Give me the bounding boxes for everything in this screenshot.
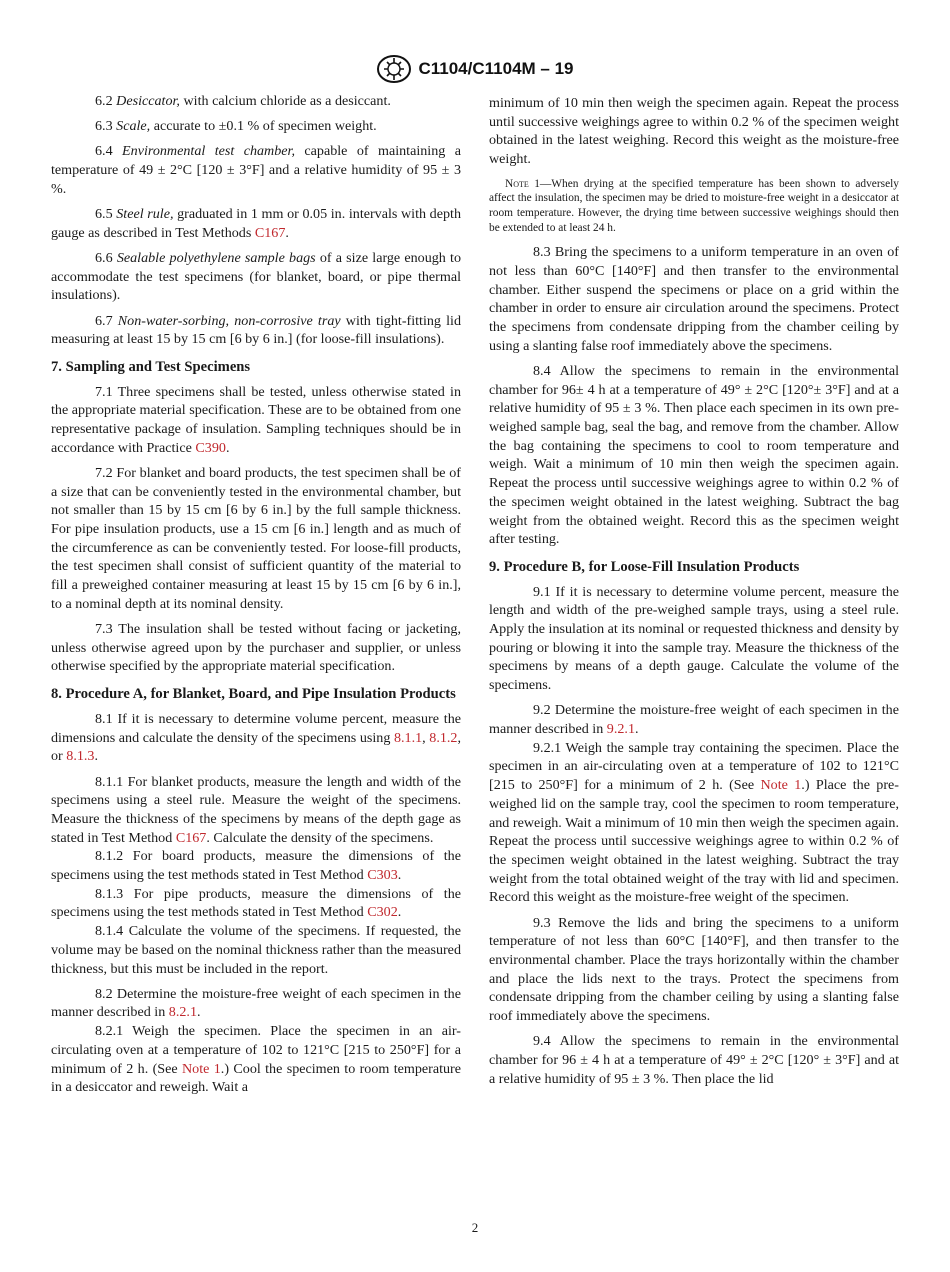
reference-link-note-1[interactable]: Note 1 — [760, 777, 802, 794]
reference-link-note-1[interactable]: Note 1 — [181, 1060, 221, 1077]
reference-link-c390[interactable]: C390 — [195, 439, 226, 456]
paragraph-8-1-4: 8.1.4 Calculate the volume of the specimens. If requested, the volume may be based on the nominal thickness rather than the measured thickness, but this must be included in the report. — [51, 923, 461, 977]
section-heading-9: 9. Procedure B, for Loose-Fill Insulation Products — [489, 558, 800, 575]
section-heading-7: 7. Sampling and Test Specimens — [51, 358, 251, 375]
paragraph-6-3: 6.3 Scale, accurate to ±0.1 % of specimen weight. — [95, 118, 377, 135]
paragraph-6-6: 6.6 Sealable polyethylene sample bags of a size large enough to accommodate the test specimens (for blanket, board, or pipe thermal insulations). — [51, 249, 461, 304]
paragraph-9-2-1: 9.2.1 Weigh the sample tray containing the specimen. Place the specimen in an air-circulating oven at a temperature of 102 to 121°C [215 to 250°F] for a minimum of 2 h. (See Note 1.) Place the pre-weighed lid on the sample tray, cool the specimen to room temperature, and reweigh. Wait a minimum of 10 min then weigh the specimen again. Repeat the process until successive weighings agree to within 0.2 % of the specimen weight obtained in the latest weighing. Subtract the tray weight from the total obtained weight of the tray with lid and specimen. Record this weight as the moisture-free weight of the specimen. — [489, 739, 899, 906]
paragraph-9-4: 9.4 Allow the specimens to remain in the environmental chamber for 96 ± 4 h at a temperature of 49° ± 2°C [120° ± 3°F] and at a relative humidity of 95 ± 3 %. Then place the lid — [489, 1033, 899, 1087]
reference-link-8-2-1[interactable]: 8.2.1 — [168, 1004, 197, 1021]
paragraph-9-3: 9.3 Remove the lids and bring the specimens to a uniform temperature of not less than 60°C [140°F], and then transfer to the environmental chamber. Place the trays horizontally within the chamber and place the lids next to the trays. Protect the specimens from condensate dripping from the chamber ceiling by using a slanting false roof immediately above the specimens. — [489, 914, 899, 1025]
section-heading-8: 8. Procedure A, for Blanket, Board, and Pipe Insulation Products — [51, 686, 456, 703]
reference-link-8-1-3[interactable]: 8.1.3 — [66, 748, 95, 765]
reference-link-c303[interactable]: C303 — [367, 867, 398, 884]
paragraph-8-2-1-continued: minimum of 10 min then weigh the specimen again. Repeat the process until successive weighings agree to within 0.2 % of the specimen weight obtained in the latest weighing. Record this weight as the moisture-free weight. — [489, 95, 899, 168]
paragraph-8-2-1: 8.2.1 Weigh the specimen. Place the specimen in an air-circulating oven at a temperature of 102 to 121°C [215 to 250°F] for a minimum of 2 h. (See Note 1.) Cool the specimen to room temperature in a desiccator and reweigh. Wait a — [51, 1023, 461, 1096]
paragraph-8-1-1: 8.1.1 For blanket products, measure the length and width of the specimens using a steel rule. Measure the weight of the specimens. Measure the thickness of the specimens by means of the depth gage as stated in Test Method C167. Calculate the density of the specimens. — [51, 773, 461, 846]
paragraph-6-5: 6.5 Steel rule, graduated in 1 mm or 0.05 in. intervals with depth gauge as described in Test Methods C167. — [51, 206, 461, 241]
astm-logo-icon — [376, 54, 412, 84]
note-1: Note 1—When drying at the specified temperature has been shown to adversely affect the insulation, the specimen may be dried to moisture-free weight in a desiccator at room temperature. However, the drying time between successive weighings should then be extended to at least 24 h. — [489, 177, 899, 234]
reference-link-8-1-2[interactable]: 8.1.2 — [429, 729, 458, 746]
reference-link-c167[interactable]: C167 — [254, 224, 286, 241]
paragraph-8-4: 8.4 Allow the specimens to remain in the environmental chamber for 96± 4 h at a temperature of 49° ± 2°C [120°± 3°F] and at a relative humidity of 95 ± 3 %. Then place each specimen in its own pre-weighed sample bag, seal the bag, and remove from the chamber. Allow the bag containing the specimens to cool to room temperature and weigh. Wait a minimum of 10 min then weigh the specimen again. Repeat the process until successive weighings agree to within 0.2 % of the specimen weight obtained in the latest weighing. Subtract the bag weight from the obtained weight. Record this as the specimen weight after testing. — [489, 362, 899, 548]
paragraph-9-1: 9.1 If it is necessary to determine volume percent, measure the length and width of the pre-weighed sample trays, using a steel rule. Apply the insulation at its nominal or requested thickness and density by pouring or blowing it into the sample tray. Measure the thickness of the specimens by means of a depth gauge. Calculate the volume of the specimens. — [489, 583, 899, 694]
reference-link-c302[interactable]: C302 — [367, 904, 398, 921]
paragraph-7-3: 7.3 The insulation shall be tested without facing or jacketing, unless otherwise agreed upon by the purchaser and supplier, or unless otherwise specified by the appropriate material specification. — [51, 621, 461, 675]
paragraph-8-3: 8.3 Bring the specimens to a uniform temperature in an oven of not less than 60°C [140°F] and then transfer to the environmental chamber. Either suspend the specimens or place on a grid within the chamber in order to ensure air circulation around the specimens. Protect the specimens from condensate dripping from the chamber ceiling by using a slanting false roof immediately above the specimens. — [489, 244, 899, 354]
paragraph-6-4: 6.4 Environmental test chamber, capable of maintaining a temperature of 49 ± 2°C [120 ± 3°F] and a relative humidity of 95 ± 3 %. — [51, 143, 461, 197]
paragraph-8-1: 8.1 If it is necessary to determine volume percent, measure the dimensions and calculate the density of the specimens using 8.1.1, 8.1.2, or 8.1.3. — [51, 710, 461, 765]
reference-link-c167[interactable]: C167 — [175, 829, 207, 846]
reference-link-9-2-1[interactable]: 9.2.1 — [606, 721, 635, 738]
paragraph-8-2: 8.2 Determine the moisture-free weight of each specimen in the manner described in 8.2.1. — [51, 985, 461, 1021]
left-column — [51, 92, 461, 1097]
paragraph-6-2: 6.2 Desiccator, with calcium chloride as a desiccant. — [95, 93, 391, 109]
page-header — [0, 54, 950, 89]
paragraph-9-2: 9.2 Determine the moisture-free weight of each specimen in the manner described in 9.2.1. — [489, 702, 899, 738]
paragraph-6-7: 6.7 Non-water-sorbing, non-corrosive tray with tight-fitting lid measuring at least 15 by 15 cm [6 by 6 in.] (for loose-fill insulations). — [51, 312, 461, 348]
page-number: 2 — [471, 1220, 479, 1235]
paragraph-7-2: 7.2 For blanket and board products, the test specimen shall be of a size that can be conveniently tested in the environmental chamber, but not smaller than 15 by 15 cm [6 by 6 in.] by the full sample thickness. For pipe insulation products, use a 15 cm [6 in.] length and as much of the circumference as can be conveniently tested. For loose-fill products, the test specimen shall consist of sufficient quantity of the material to fill a preweighed container measuring at least 15 by 15 cm [6 by 6 in.], to a nominal depth at its nominal density. — [51, 464, 461, 612]
standard-designation: C1104/C1104M – 19 — [418, 59, 574, 78]
reference-link-8-1-1[interactable]: 8.1.1 — [393, 729, 423, 746]
paragraph-8-1-3: 8.1.3 For pipe products, measure the dimensions of the specimens using the test methods stated in Test Method C302. — [51, 885, 461, 921]
paragraph-8-1-2: 8.1.2 For board products, measure the dimensions of the specimens using the test methods stated in Test Method C303. — [51, 848, 461, 884]
paragraph-7-1: 7.1 Three specimens shall be tested, unless otherwise stated in the appropriate material specification. These are to be obtained from one representative package of insulation. Sampling techniques should be in accordance with Practice C390. — [51, 383, 461, 456]
right-column — [489, 94, 899, 1095]
